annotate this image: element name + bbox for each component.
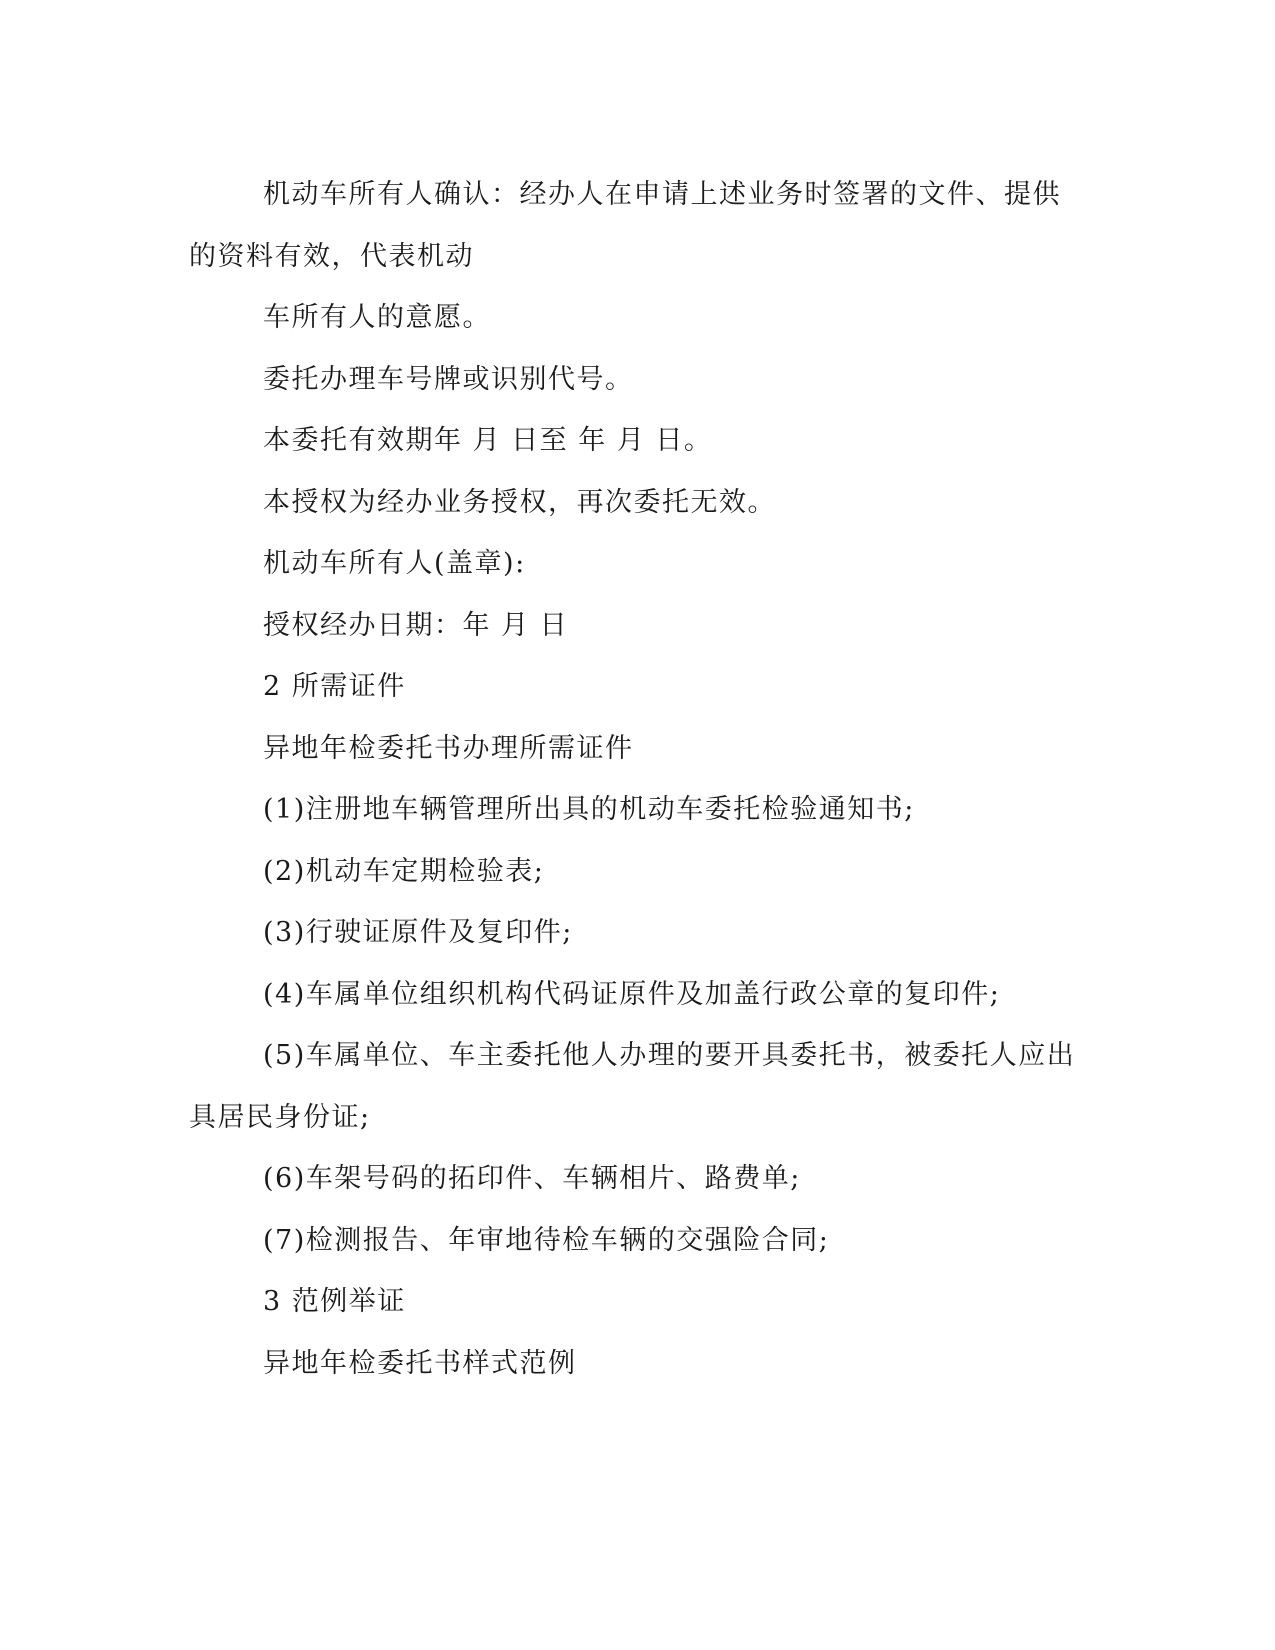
paragraph-auth-date: 授权经办日期：年 月 日: [263, 609, 569, 641]
section-2-subtitle: 异地年检委托书办理所需证件: [263, 732, 634, 764]
paragraph-validity-period: 本委托有效期年 月 日至 年 月 日。: [263, 425, 713, 456]
paragraph-owner-confirm: 机动车所有人确认：经办人在申请上述业务时签署的文件、提供的资料有效，代表机动: [189, 179, 1061, 272]
section-2-heading: 2 所需证件: [263, 671, 406, 702]
list-item-5: (5)车属单位、车主委托他人办理的要开具委托书，被委托人应出具居民身份证;: [189, 1040, 1076, 1133]
paragraph-owner-seal: 机动车所有人(盖章):: [263, 548, 526, 579]
list-item-3: (3)行驶证原件及复印件;: [263, 917, 573, 948]
list-item-2: (2)机动车定期检验表;: [263, 855, 545, 887]
section-3-subtitle: 异地年检委托书样式范例: [263, 1347, 577, 1379]
paragraph-authorization-note: 本授权为经办业务授权，再次委托无效。: [263, 486, 776, 518]
list-item-1: (1)注册地车辆管理所出具的机动车委托检验通知书;: [263, 794, 915, 825]
document-body: [189, 164, 1079, 1394]
section-3-heading: 3 范例举证: [263, 1286, 406, 1317]
list-item-6: (6)车架号码的拓印件、车辆相片、路费单;: [263, 1163, 801, 1194]
list-item-7: (7)检测报告、年审地待检车辆的交强险合同;: [263, 1224, 830, 1256]
paragraph-entrust-plate: 委托办理车号牌或识别代号。: [263, 363, 634, 395]
list-item-4: (4)车属单位组织机构代码证原件及加盖行政公章的复印件;: [263, 978, 1001, 1010]
paragraph-owner-will: 车所有人的意愿。: [263, 302, 491, 333]
